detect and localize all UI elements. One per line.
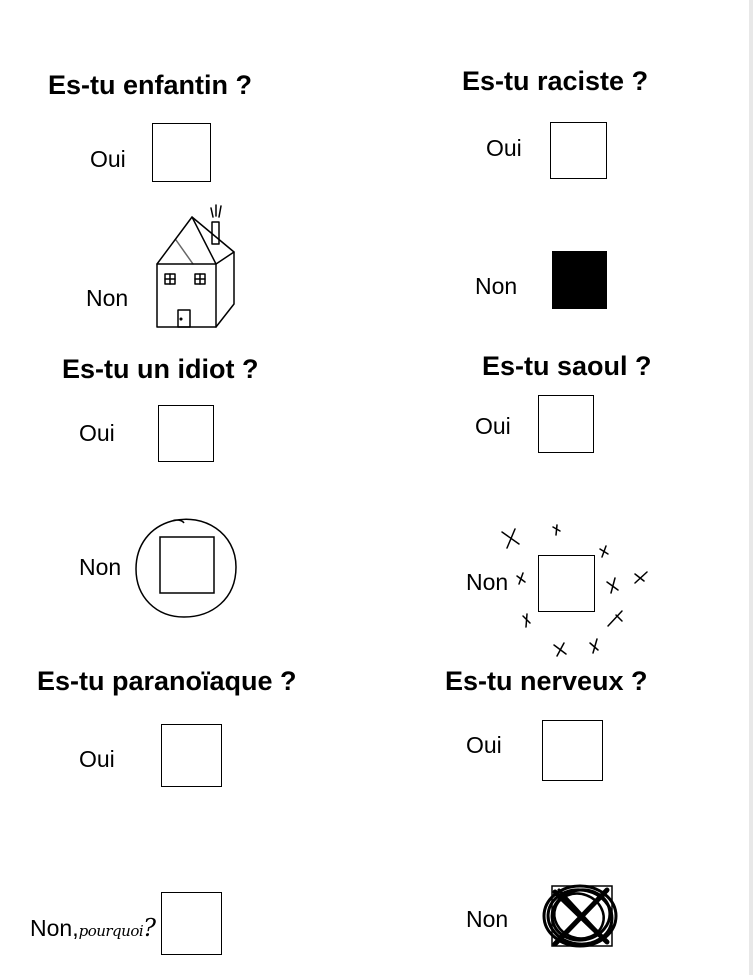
label-non-raciste: Non — [475, 273, 518, 299]
question-paranoiaque: Es-tu paranoïaque ? — [37, 666, 297, 696]
comma: , — [72, 915, 79, 941]
question-saoul: Es-tu saoul ? — [482, 351, 652, 381]
scattered-x-marks-icon — [490, 515, 660, 660]
checkbox-oui-raciste[interactable] — [550, 122, 607, 179]
label-non-saoul: Non — [466, 569, 509, 595]
label-oui-nerveux: Oui — [466, 732, 502, 758]
handwritten-pourquoi: pourquoi — [78, 922, 144, 940]
checkbox-non-paranoiaque[interactable] — [161, 892, 222, 955]
checkbox-oui-paranoiaque[interactable] — [161, 724, 222, 787]
checkbox-oui-nerveux[interactable] — [542, 720, 603, 781]
question-enfantin: Es-tu enfantin ? — [48, 70, 252, 100]
label-non-nerveux: Non — [466, 906, 509, 932]
label-oui-idiot: Oui — [79, 420, 115, 446]
label-oui-paranoiaque: Oui — [79, 746, 115, 772]
question-idiot: Es-tu un idiot ? — [62, 354, 259, 384]
scribbled-x-icon[interactable] — [535, 880, 625, 952]
checkbox-non-raciste-filled[interactable] — [552, 251, 607, 309]
label-oui-raciste: Oui — [486, 135, 522, 161]
label-oui-enfantin: Oui — [90, 146, 126, 172]
checkbox-oui-idiot[interactable] — [158, 405, 214, 462]
label-non-idiot: Non — [79, 554, 122, 580]
checkbox-oui-enfantin[interactable] — [152, 123, 211, 182]
question-raciste: Es-tu raciste ? — [462, 66, 649, 96]
handwritten-question-mark: ? — [143, 914, 157, 942]
checkbox-oui-saoul[interactable] — [538, 395, 594, 453]
label-oui-saoul: Oui — [475, 413, 511, 439]
question-nerveux: Es-tu nerveux ? — [445, 666, 648, 696]
label-non-enfantin: Non — [86, 285, 129, 311]
house-drawing-icon[interactable] — [150, 200, 240, 332]
page-edge — [749, 0, 753, 975]
label-non-text: Non — [30, 915, 73, 941]
circled-checkbox-icon[interactable] — [132, 515, 240, 620]
label-non-paranoiaque — [30, 914, 156, 942]
